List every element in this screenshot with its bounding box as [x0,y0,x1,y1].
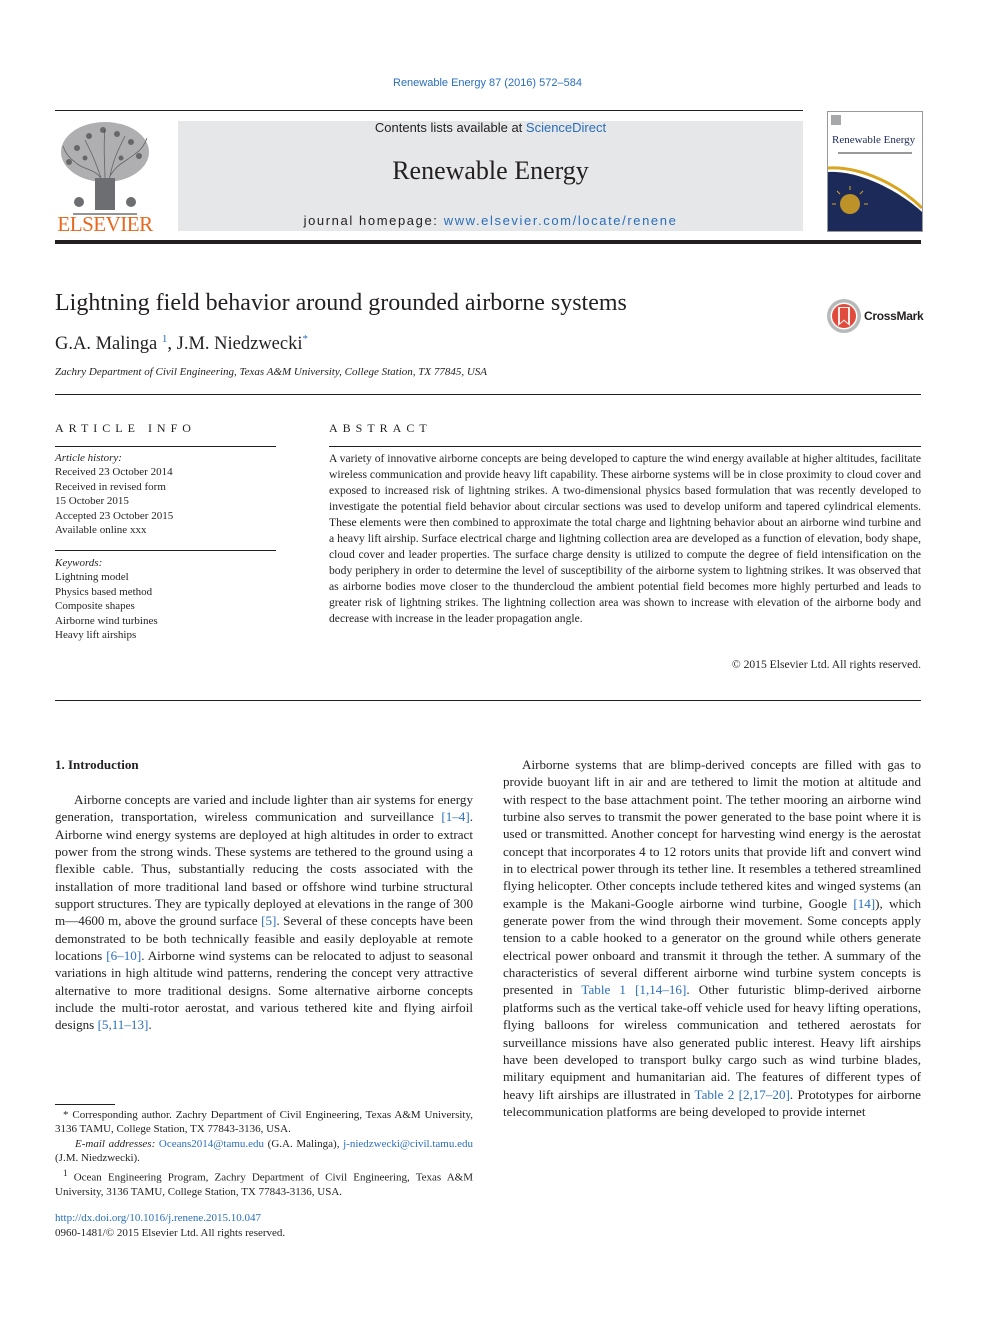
history-label: Article history: [55,452,122,464]
table-link[interactable]: Table 2 [694,1086,735,1102]
sciencedirect-link[interactable]: ScienceDirect [525,120,607,135]
abstract-body: A variety of innovative airborne concepts are being developed to capture the wind energy available at higher altitudes, facilitate wireless communication and provide heavy lift capability. These airborne systems will be in close proximity to cloud cover and exposed to increased risk of lightning strikes. A two-dimensional physics based formulation that was recently developed to investigate the potential field behavior about circular sections was used to develop uniform and tapered cylindrical elements. These elements were then combined to approximate the total charge and lightning behavior about an airborne wind turbine and a heavy lift airship. Surface electrical charge and lightning collection area are developed as a function of elevation, body shape, cloud cover and leader properties. The surface charge density is utilized to compute the degree of field intensification on the body periphery in order to determine the level of susceptibility of the airborne system to lightning strikes. It was observed that as airborne bodies move closer to the thundercloud the ambient potential field becomes more highly perturbed and leads to greater risk of lightning strikes. The lightning collection area was shown to increase with elevation of the airborne body and decrease with increase in the leader propagation angle. [329,452,921,625]
keyword: Physics based method [55,585,153,598]
author-name: J.M. Niedzwecki [176,334,303,355]
citation-link[interactable]: [1,14–16] [635,982,687,998]
footnote: * Corresponding author. Zachry Department of Civil Engineering, Texas A&M University, 3136 TAMU, College Station, TX 77843-3136, USA. [55,1109,473,1136]
keywords-label: Keywords: [55,557,103,569]
header-top-rule [55,110,803,111]
author-list: G.A. Malinga $^1$, J.M. Niedzwecki* [55,333,308,355]
table-link[interactable]: Table 1 [581,982,626,998]
citation-link[interactable]: [2,17–20] [738,1086,790,1102]
history-item: Received 23 October 2014 [55,466,173,479]
journal-title: Renewable Energy [392,156,589,185]
journal-cover-thumbnail[interactable] [827,111,923,232]
affiliation-marker[interactable]: 1 [161,333,168,345]
footnote-rule [55,1104,115,1105]
journal-citation[interactable]: Renewable Energy 87 (2016) 572–584 [393,77,582,89]
history-item: Available online xxx [55,524,147,537]
header-bottom-rule [55,240,921,244]
keywords [55,556,158,642]
corresponding-marker[interactable]: * [302,333,308,345]
doi-block [55,1211,285,1240]
divider [55,700,921,701]
divider [55,394,921,395]
article-info-heading: ARTICLE INFO [55,421,196,435]
article-history [55,451,173,537]
issn-line: 0960-1481/© 2015 Elsevier Ltd. All rights reserved. [55,1226,286,1239]
citation-link[interactable]: [1–4] [441,809,470,825]
keyword: Lightning model [55,571,129,584]
body-column-left [55,791,473,1034]
keyword: Heavy lift airships [55,629,137,642]
homepage-link[interactable]: www.elsevier.com/locate/renene [443,213,678,228]
history-item: Received in revised form [55,480,166,493]
divider [55,446,276,447]
footnote: $^1$ Ocean Engineering Program, Zachry Department of Civil Engineering, Texas A&M University, 3136 TAMU, College Station, TX 77843-3136, USA. [55,1167,473,1198]
journal-homepage: journal homepage: www.elsevier.com/locate/renene [303,213,678,228]
body-column-right [503,756,921,1120]
citation-link[interactable]: [5,11–13] [97,1017,149,1033]
abstract-heading: ABSTRACT [329,421,432,435]
doi-link[interactable]: http://dx.doi.org/10.1016/j.renene.2015.10.047 [55,1212,262,1224]
history-item: 15 October 2015 [55,495,129,508]
footnotes [55,1108,473,1199]
citation-link[interactable]: [5] [261,913,277,929]
publisher-name: ELSEVIER [57,212,153,236]
section-heading: 1. Introduction [55,757,139,772]
affiliation: Zachry Department of Civil Engineering, Texas A&M University, College Station, TX 77845, USA [55,366,488,378]
article-title: Lightning field behavior around grounded airborne systems [55,290,627,316]
email-link[interactable]: j-niedzwecki@civil.tamu.edu [343,1137,473,1150]
divider [55,550,276,551]
contents-line: Contents lists available at ScienceDirect [374,120,607,135]
paragraph: Airborne systems that are blimp-derived concepts are filled with gas to provide buoyant lift in air and are tethered to limit the motion at altitude and with respect to the base attachment point. The tether mooring an airborne wind turbine also serves to transmit the power generated to the base point where it is used or transmitted. Another concept for harvesting wind energy is the aerostat concept that incorporates 4 to 12 rotors units that provide lift and convert wind in to electrical power through its tether line. It resembles a tethered streamlined flying helicopter. Other concepts include tethered kites and winged systems (an example is the Makani-Google airborne wind turbine, Google [14]), which generate power from the wind through their movement. Some concepts apply tension to a cable hooked to a generator on the ground while others generate electrical power onboard and transmit it through the tether. A summary of the characteristics of several different airborne wind turbine system concepts is presented in Table 1 [1,14–16]. Other futuristic blimp-derived airborne platforms such as the vertical take-off vehicle used for heavy lifting operations, flying balloons for wireless communication and tethered aerostats for surveillance missions have also generated public interest. Heavy lift airships have been developed to transport bulky cargo such as wind turbine blades, military equipment and humanitarian aid. The features of different types of heavy lift airships are illustrated in Table 2 [2,17–20]. Prototypes for airborne telecommunication platforms are being developed to provide internet [503,757,921,1119]
author-name: G.A. Malinga [55,334,158,355]
cover-art [828,112,922,231]
cover-title: Renewable Energy [832,134,916,146]
citation-link[interactable]: [14] [853,895,876,911]
email-link[interactable]: Oceans2014@tamu.edu [158,1137,265,1150]
crossmark-label[interactable]: CrossMark [864,309,924,323]
abstract-copyright: © 2015 Elsevier Ltd. All rights reserved. [731,658,921,671]
citation-link[interactable]: [6–10] [106,948,142,964]
keyword: Composite shapes [55,600,135,613]
keyword: Airborne wind turbines [55,614,158,627]
footnote: E-mail addresses: Oceans2014@tamu.edu (G.A. Malinga), j-niedzwecki@civil.tamu.edu (J.M. Niedzwecki). [55,1137,473,1165]
divider [329,446,921,447]
paragraph: Airborne concepts are varied and include lighter than air systems for energy generation, transportation, wireless communication and surveillance [1–4]. Airborne wind energy systems are deployed at high altitudes in order to extract power from the strong winds. These systems are tethered to the ground using a flexible cable. Thus, substantially reducing the costs associated with the installation of more traditional land based or offshore wind turbine structural support structures. They are typically deployed at elevations in the range of 300 m—4600 m, above the ground surface [5]. Several of these concepts have been demonstrated to be both technically feasible and easily deployable at remote locations [6–10]. Airborne wind systems can be relocated to adjust to seasonal variations in high altitude wind patterns, rendering the concept very attractive alternative to more traditional designs. Some alternative airborne concepts include the multi-rotor aerostat, and various tethered kite and flying airfoil designs [5,11–13]. [55,792,474,1033]
history-item: Accepted 23 October 2015 [55,509,174,522]
